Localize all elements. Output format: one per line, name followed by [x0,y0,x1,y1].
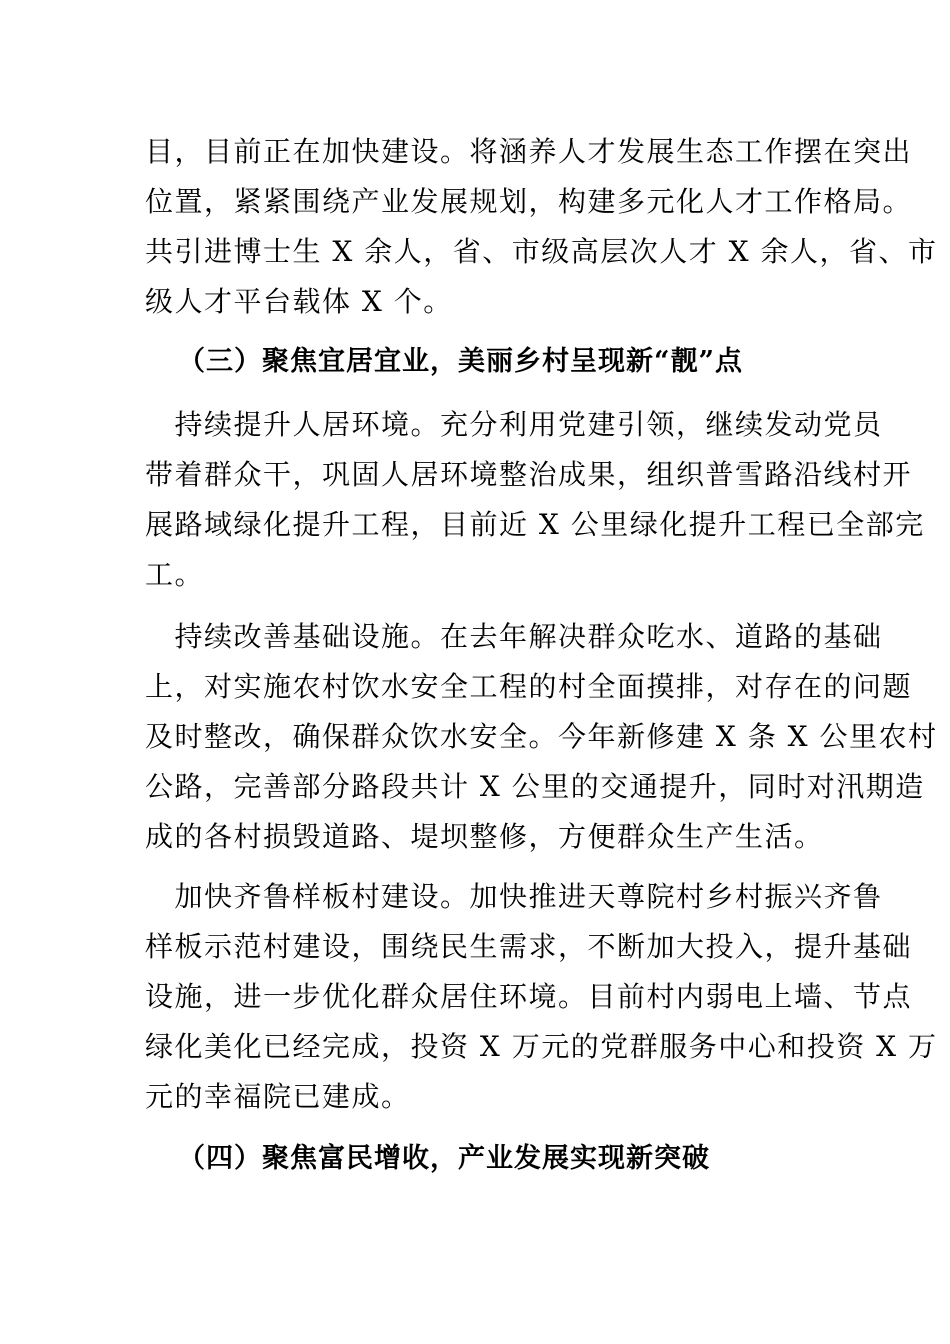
paragraph-line: 公路，完善部分路段共计 X 公里的交通提升，同时对汛期造 [145,770,925,803]
paragraph-line: 位置，紧紧围绕产业发展规划，构建多元化人才工作格局。 [145,185,913,218]
paragraph-line: 样板示范村建设，围绕民生需求，不断加大投入，提升基础 [145,930,913,963]
paragraph-line: 绿化美化已经完成，投资 X 万元的党群服务中心和投资 X 万 [145,1030,938,1063]
paragraph-line: 展路域绿化提升工程，目前近 X 公里绿化提升工程已全部完 [145,508,925,541]
paragraph-line: 带着群众干，巩固人居环境整治成果，组织普雪路沿线村开 [145,458,913,491]
paragraph-line: 成的各村损毁道路、堤坝整修，方便群众生产生活。 [145,820,824,853]
paragraph-line: 共引进博士生 X 余人，省、市级高层次人才 X 余人，省、市 [145,235,938,268]
paragraph-line: 持续改善基础设施。在去年解决群众吃水、道路的基础 [145,620,883,653]
paragraph-line: 上，对实施农村饮水安全工程的村全面摸排，对存在的问题 [145,670,913,703]
paragraph-line: 元的幸福院已建成。 [145,1080,411,1113]
section-heading-3: （三）聚焦宜居宜业，美丽乡村呈现新“靓”点 [178,346,744,377]
paragraph-line: 工。 [145,558,205,591]
section-heading-4: （四）聚焦富民增收，产业发展实现新突破 [178,1143,710,1174]
paragraph-line: 设施，进一步优化群众居住环境。目前村内弱电上墙、节点 [145,980,913,1013]
paragraph-line: 加快齐鲁样板村建设。加快推进天尊院村乡村振兴齐鲁 [145,880,883,913]
paragraph-line: 持续提升人居环境。充分利用党建引领，继续发动党员 [145,408,883,441]
paragraph-line: 级人才平台载体 X 个。 [145,285,453,318]
paragraph-line: 及时整改，确保群众饮水安全。今年新修建 X 条 X 公里农村 [145,720,938,753]
paragraph-line: 目，目前正在加快建设。将涵养人才发展生态工作摆在突出 [145,135,913,168]
